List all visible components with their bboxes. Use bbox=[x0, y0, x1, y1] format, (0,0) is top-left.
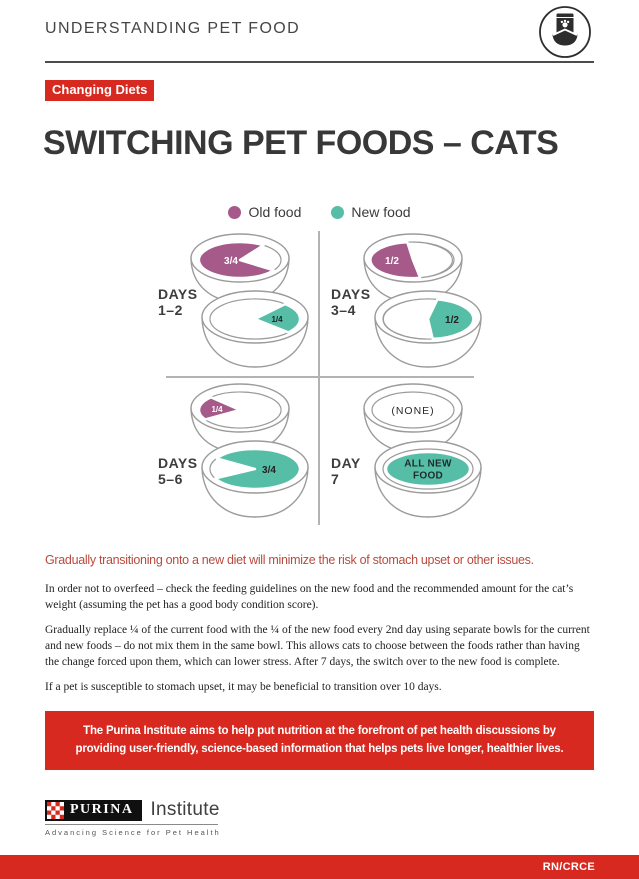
quadrant-days-3-4 bbox=[321, 228, 491, 378]
pet-food-bag-and-bowl-icon bbox=[537, 4, 593, 60]
logo-suffix: Institute bbox=[150, 799, 220, 820]
purina-institute-logo bbox=[45, 799, 220, 821]
days-label: DAYS bbox=[158, 455, 198, 471]
legend-item-new-food bbox=[331, 204, 410, 220]
days-label: DAY bbox=[331, 455, 361, 471]
days-label: DAYS bbox=[158, 286, 198, 302]
days-label: DAYS bbox=[331, 286, 371, 302]
body-paragraph-2: Gradually replace ¼ of the current food with the ¼ of the new food every 2nd day using separate bowls for the current and new foods – do not mix them in the same bowl. This allows cats to choose between the foods rather than having the change forced upon them, which can lower stress. After 7 days, the switch over to the new food is complete. bbox=[45, 623, 590, 669]
page-title: SWITCHING PET FOODS – CATS bbox=[43, 124, 559, 162]
legend-item-old-food bbox=[228, 204, 301, 220]
new-food-bowl bbox=[375, 441, 481, 517]
new-food-bowl bbox=[202, 291, 308, 367]
days-range: 1–2 bbox=[158, 302, 183, 318]
old-portion-label: 3/4 bbox=[224, 256, 238, 267]
new-food-bowl bbox=[202, 441, 308, 517]
legend-new-label: New food bbox=[351, 204, 411, 220]
days-range: 5–6 bbox=[158, 471, 183, 487]
masthead-title: UNDERSTANDING PET FOOD bbox=[45, 20, 301, 37]
body-paragraph-3: If a pet is susceptible to stomach upset, it may be beneficial to transition over 10 days. bbox=[45, 680, 442, 693]
days-range: 3–4 bbox=[331, 302, 356, 318]
days-range: 7 bbox=[331, 471, 340, 487]
footer-code: RN/CRCE bbox=[542, 861, 595, 873]
new-portion-label: 3/4 bbox=[262, 465, 276, 476]
legend bbox=[148, 204, 491, 220]
new-portion-label: 1/4 bbox=[271, 315, 283, 324]
new-food-swatch bbox=[331, 206, 344, 219]
logo-brand: PURINA bbox=[70, 802, 134, 817]
masthead-rule bbox=[45, 61, 594, 63]
quadrant-divider-vertical bbox=[318, 231, 320, 525]
purina-checkerboard-icon bbox=[47, 802, 64, 819]
old-portion-label: 1/4 bbox=[211, 405, 223, 414]
new-portion-label-line1: ALL NEW bbox=[404, 458, 452, 470]
new-portion-label-line2: FOOD bbox=[412, 470, 444, 482]
topic-badge: Changing Diets bbox=[45, 80, 154, 101]
new-food-bowl bbox=[375, 291, 481, 367]
new-portion-label: 1/2 bbox=[445, 315, 459, 326]
body-copy bbox=[45, 553, 596, 703]
quadrant-days-1-2 bbox=[148, 228, 318, 378]
logo-tagline: Advancing Science for Pet Health bbox=[45, 824, 218, 837]
old-food-swatch bbox=[228, 206, 241, 219]
footer-bar bbox=[0, 855, 639, 879]
body-paragraph-1: In order not to overfeed – check the feeding guidelines on the new food and the recommended amount for the cat’s weight (assuming the pet has a good body condition score). bbox=[45, 583, 574, 612]
lead-sentence: Gradually transitioning onto a new diet will minimize the risk of stomach upset or other issues. bbox=[45, 553, 534, 567]
mission-callout: The Purina Institute aims to help put nutrition at the forefront of pet health discussions by providing user-friendly, science-based information that helps pets live longer, healthier lives. bbox=[45, 711, 594, 770]
transition-diagram bbox=[148, 228, 491, 528]
old-portion-label: (NONE) bbox=[391, 405, 435, 417]
old-portion-label: 1/2 bbox=[385, 256, 399, 267]
legend-old-label: Old food bbox=[248, 204, 302, 220]
quadrant-day-7 bbox=[321, 378, 491, 528]
purina-logo-box bbox=[45, 800, 142, 821]
quadrant-days-5-6 bbox=[148, 378, 318, 528]
